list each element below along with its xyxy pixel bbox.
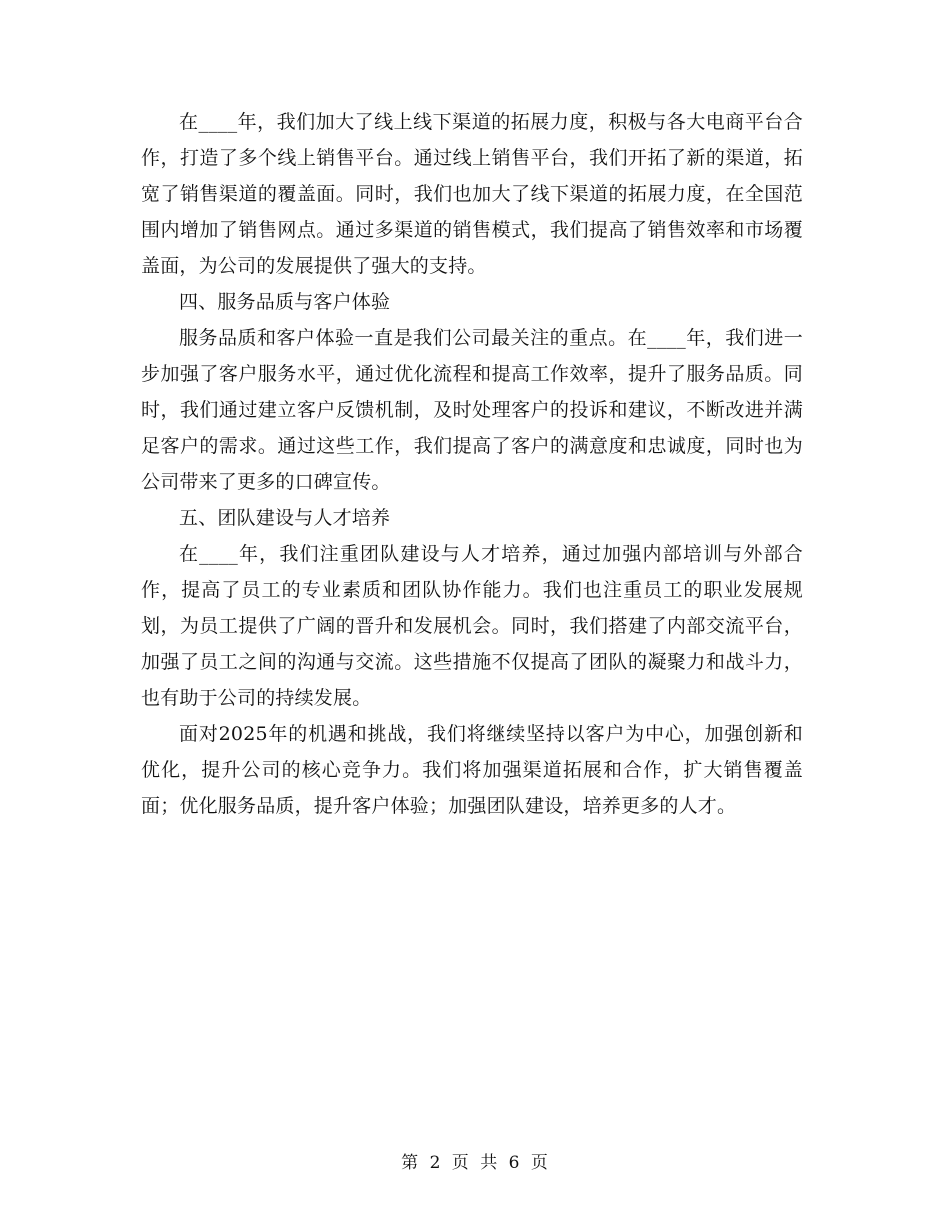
paragraph-outlook: 面对2025年的机遇和挑战，我们将继续坚持以客户为中心，加强创新和优化，提升公司的核心竞争力。我们将加强渠道拓展和合作，扩大销售覆盖面；优化服务品质，提升客户体验；加强团队建设，培养更多的人才。 (141, 723, 803, 817)
section-heading-service-quality: 四、服务品质与客户体验 (179, 291, 391, 313)
paragraph-channel-expansion: 在____年，我们加大了线上线下渠道的拓展力度，积极与各大电商平台合作，打造了多个线上销售平台。通过线上销售平台，我们开拓了新的渠道，拓宽了销售渠道的覆盖面。同时，我们也加大了线下渠道的拓展力度，在全国范围内增加了销售网点。通过多渠道的销售模式，我们提高了销售效率和市场覆盖面，为公司的发展提供了强大的支持。 (141, 111, 803, 277)
document-body (141, 104, 803, 824)
paragraph-team-building: 在____年，我们注重团队建设与人才培养，通过加强内部培训与外部合作，提高了员工的专业素质和团队协作能力。我们也注重员工的职业发展规划，为员工提供了广阔的晋升和发展机会。同时，我们搭建了内部交流平台，加强了员工之间的沟通与交流。这些措施不仅提高了团队的凝聚力和战斗力，也有助于公司的持续发展。 (141, 543, 803, 709)
section-heading-team-building: 五、团队建设与人才培养 (179, 507, 391, 529)
page-number-footer: 第 2 页 共 6 页 (401, 1153, 549, 1173)
paragraph-service-quality: 服务品质和客户体验一直是我们公司最关注的重点。在____年，我们进一步加强了客户服务水平，通过优化流程和提高工作效率，提升了服务品质。同时，我们通过建立客户反馈机制，及时处理客户的投诉和建议，不断改进并满足客户的需求。通过这些工作，我们提高了客户的满意度和忠诚度，同时也为公司带来了更多的口碑宣传。 (141, 327, 803, 493)
